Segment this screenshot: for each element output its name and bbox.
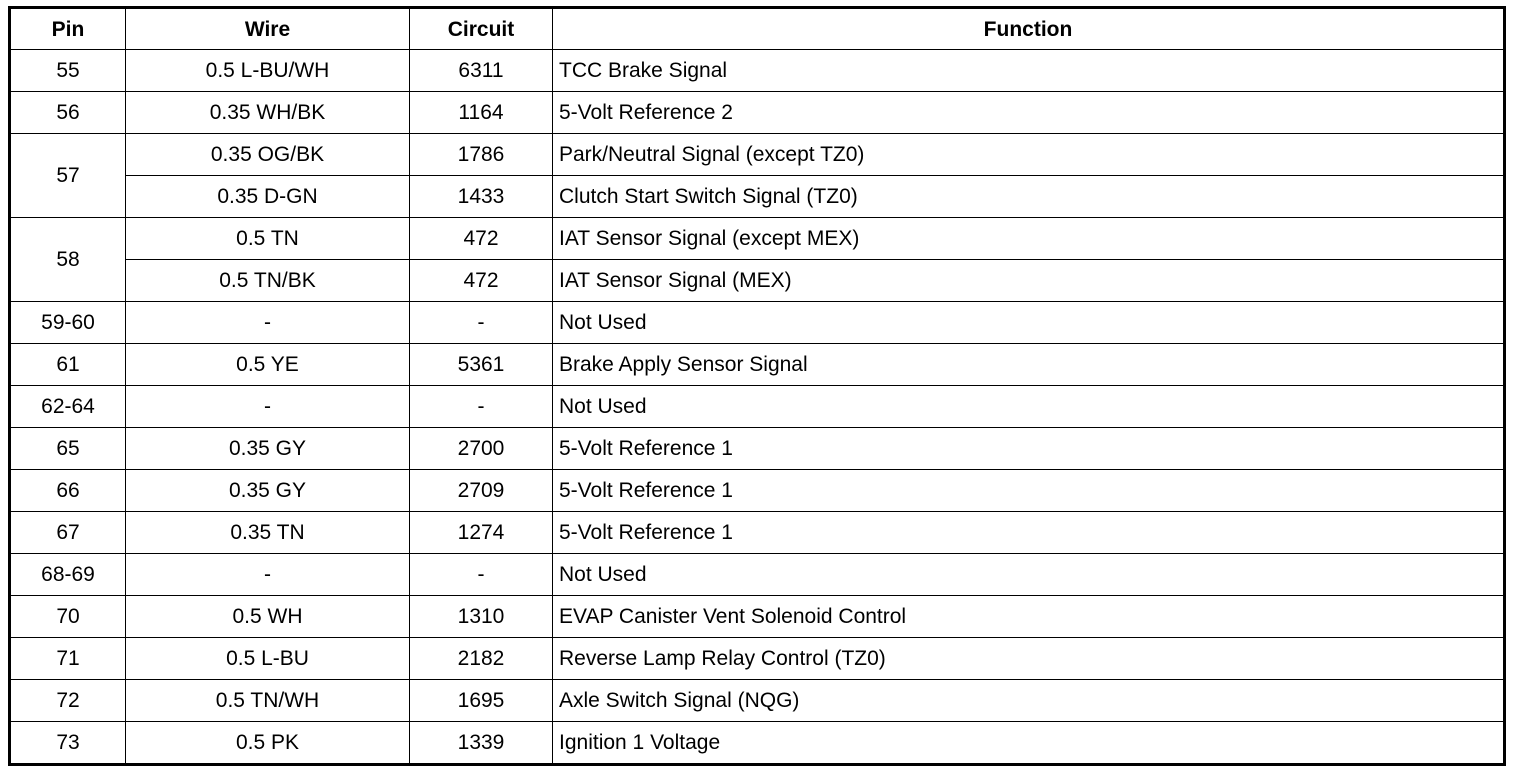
circuit-cell: 5361 [410, 344, 553, 386]
pin-cell: 72 [10, 680, 126, 722]
table-row [10, 428, 1505, 470]
table-body [10, 50, 1505, 765]
pin-cell: 73 [10, 722, 126, 765]
header-pin: Pin [10, 8, 126, 50]
circuit-cell: 1695 [410, 680, 553, 722]
function-cell: IAT Sensor Signal (MEX) [553, 260, 1505, 302]
wire-cell: - [126, 554, 410, 596]
wire-cell: - [126, 302, 410, 344]
circuit-cell: 2182 [410, 638, 553, 680]
pin-cell: 71 [10, 638, 126, 680]
pin-cell: 56 [10, 92, 126, 134]
circuit-cell: 472 [410, 260, 553, 302]
wire-cell: 0.5 L-BU/WH [126, 50, 410, 92]
table-row [10, 50, 1505, 92]
circuit-cell: 6311 [410, 50, 553, 92]
function-cell: 5-Volt Reference 1 [553, 470, 1505, 512]
function-cell: Not Used [553, 554, 1505, 596]
wire-cell: 0.5 PK [126, 722, 410, 765]
circuit-cell: 1433 [410, 176, 553, 218]
pin-cell: 66 [10, 470, 126, 512]
wire-cell: 0.35 TN [126, 512, 410, 554]
header-row [10, 8, 1505, 50]
table-row [10, 680, 1505, 722]
circuit-cell: - [410, 554, 553, 596]
table-row [10, 554, 1505, 596]
function-cell: TCC Brake Signal [553, 50, 1505, 92]
function-cell: Brake Apply Sensor Signal [553, 344, 1505, 386]
circuit-cell: 1310 [410, 596, 553, 638]
table-row [10, 302, 1505, 344]
pin-cell: 67 [10, 512, 126, 554]
wire-cell: 0.35 D-GN [126, 176, 410, 218]
pin-cell: 65 [10, 428, 126, 470]
table-row [10, 386, 1505, 428]
pin-cell: 61 [10, 344, 126, 386]
circuit-cell: 2709 [410, 470, 553, 512]
wire-cell: 0.35 WH/BK [126, 92, 410, 134]
table-header [10, 8, 1505, 50]
table-row [10, 344, 1505, 386]
circuit-cell: 472 [410, 218, 553, 260]
table-row [10, 596, 1505, 638]
function-cell: Not Used [553, 386, 1505, 428]
function-cell: 5-Volt Reference 2 [553, 92, 1505, 134]
function-cell: Park/Neutral Signal (except TZ0) [553, 134, 1505, 176]
function-cell: Clutch Start Switch Signal (TZ0) [553, 176, 1505, 218]
wire-cell: - [126, 386, 410, 428]
circuit-cell: 1786 [410, 134, 553, 176]
circuit-cell: - [410, 302, 553, 344]
circuit-cell: 1164 [410, 92, 553, 134]
pin-cell: 68-69 [10, 554, 126, 596]
function-cell: Reverse Lamp Relay Control (TZ0) [553, 638, 1505, 680]
pin-cell: 59-60 [10, 302, 126, 344]
pin-cell: 58 [10, 218, 126, 302]
wire-cell: 0.5 TN [126, 218, 410, 260]
table-row [10, 92, 1505, 134]
wire-cell: 0.5 TN/WH [126, 680, 410, 722]
table-row [10, 470, 1505, 512]
header-wire: Wire [126, 8, 410, 50]
wire-cell: 0.5 L-BU [126, 638, 410, 680]
circuit-cell: 1274 [410, 512, 553, 554]
circuit-cell: 2700 [410, 428, 553, 470]
wire-cell: 0.5 TN/BK [126, 260, 410, 302]
pin-cell: 55 [10, 50, 126, 92]
function-cell: EVAP Canister Vent Solenoid Control [553, 596, 1505, 638]
wire-cell: 0.35 OG/BK [126, 134, 410, 176]
wire-cell: 0.35 GY [126, 428, 410, 470]
header-circuit: Circuit [410, 8, 553, 50]
table-row [10, 218, 1505, 260]
pin-cell: 70 [10, 596, 126, 638]
function-cell: 5-Volt Reference 1 [553, 428, 1505, 470]
function-cell: Axle Switch Signal (NQG) [553, 680, 1505, 722]
wire-cell: 0.35 GY [126, 470, 410, 512]
circuit-cell: - [410, 386, 553, 428]
table-row [10, 176, 1505, 218]
table-row [10, 512, 1505, 554]
pin-cell: 62-64 [10, 386, 126, 428]
wire-cell: 0.5 YE [126, 344, 410, 386]
table-row [10, 260, 1505, 302]
function-cell: Ignition 1 Voltage [553, 722, 1505, 765]
table-row [10, 638, 1505, 680]
table-row [10, 134, 1505, 176]
wire-cell: 0.5 WH [126, 596, 410, 638]
function-cell: 5-Volt Reference 1 [553, 512, 1505, 554]
connector-pinout-table [8, 6, 1506, 766]
function-cell: Not Used [553, 302, 1505, 344]
table-row [10, 722, 1505, 765]
header-function: Function [553, 8, 1505, 50]
pin-cell: 57 [10, 134, 126, 218]
circuit-cell: 1339 [410, 722, 553, 765]
function-cell: IAT Sensor Signal (except MEX) [553, 218, 1505, 260]
